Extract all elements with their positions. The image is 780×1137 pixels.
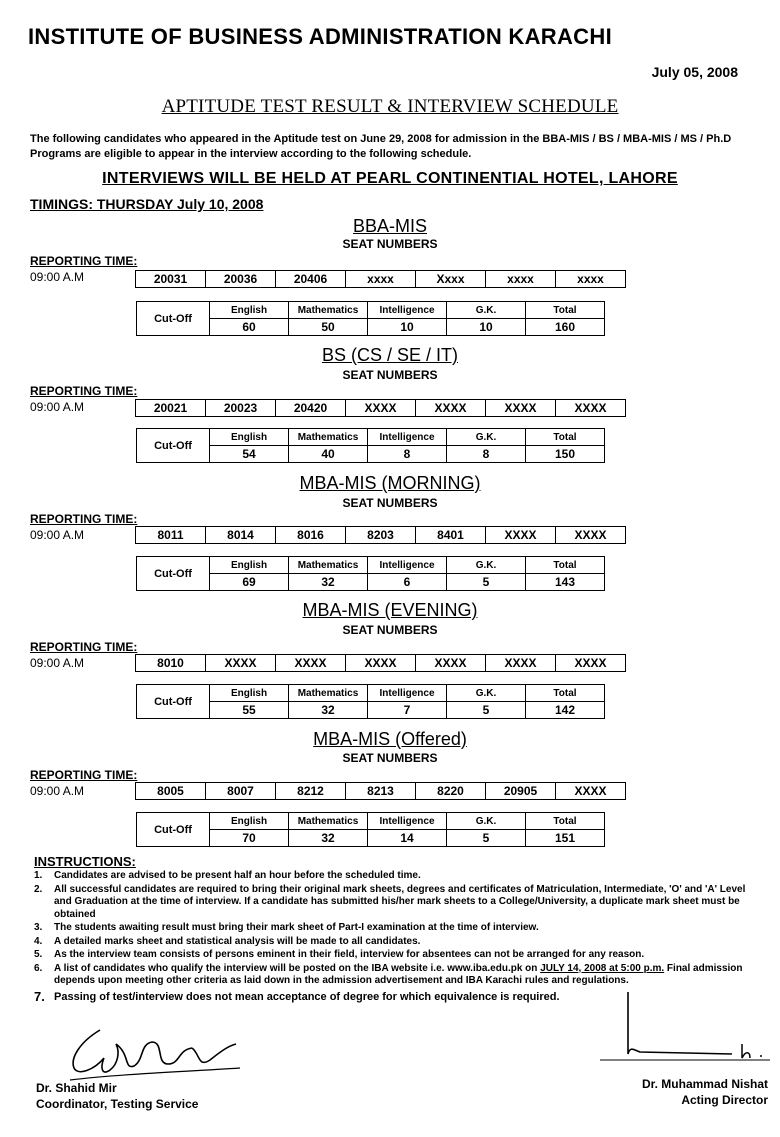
subject-header: G.K. — [447, 685, 526, 702]
seat-number: XXXX — [416, 655, 486, 672]
cutoff-value: 14 — [368, 830, 447, 847]
program-title: MBA-MIS (EVENING) — [302, 600, 478, 620]
subject-header: Total — [526, 302, 605, 319]
reporting-time-label: REPORTING TIME: — [30, 512, 138, 526]
cutoff-label: Cut-Off — [137, 429, 210, 463]
reporting-time-value: 09:00 A.M — [30, 784, 85, 798]
instruction-text: As the interview team consists of persons eminent in their field, interview for absentees can not be arranged for any reason. — [54, 949, 645, 960]
seat-number: XXXX — [556, 783, 626, 800]
seat-number: XXXX — [206, 655, 276, 672]
cutoff-value: 40 — [289, 446, 368, 463]
subject-header: Intelligence — [368, 685, 447, 702]
seat-numbers-table — [135, 782, 626, 800]
document-title: APTITUDE TEST RESULT & INTERVIEW SCHEDULE — [161, 96, 619, 117]
institute-name: INSTITUTE OF BUSINESS ADMINISTRATION KARACHI — [28, 24, 612, 49]
cutoff-value: 150 — [526, 446, 605, 463]
cutoff-label: Cut-Off — [137, 685, 210, 719]
seat-number: 8007 — [206, 783, 276, 800]
cutoff-value: 8 — [447, 446, 526, 463]
program-title: MBA-MIS (MORNING) — [299, 473, 481, 493]
instruction-number: 1. — [34, 870, 43, 881]
seat-number: XXXX — [556, 400, 626, 417]
instruction-item — [34, 963, 754, 988]
seat-numbers-heading: SEAT NUMBERS — [342, 237, 438, 251]
instruction-number: 3. — [34, 922, 43, 933]
seat-number: 20406 — [276, 271, 346, 288]
cutoff-value: 69 — [210, 574, 289, 591]
seat-number: 8220 — [416, 783, 486, 800]
subject-header: Mathematics — [289, 302, 368, 319]
signatory-left-name: Dr. Shahid Mir — [36, 1081, 117, 1095]
subject-header: Intelligence — [368, 557, 447, 574]
cutoff-value: 5 — [447, 702, 526, 719]
instructions-list — [34, 870, 754, 1004]
reporting-time-value: 09:00 A.M — [30, 528, 85, 542]
seat-numbers-heading: SEAT NUMBERS — [342, 496, 438, 510]
program-title: BS (CS / SE / IT) — [321, 345, 459, 365]
seat-number: XXXX — [486, 655, 556, 672]
cutoff-value: 6 — [368, 574, 447, 591]
seat-number: XXXX — [556, 527, 626, 544]
subject-header: English — [210, 685, 289, 702]
reporting-time-label: REPORTING TIME: — [30, 640, 138, 654]
cutoff-label: Cut-Off — [137, 813, 210, 847]
subject-header: Intelligence — [368, 813, 447, 830]
seat-numbers-heading: SEAT NUMBERS — [342, 368, 438, 382]
instruction-number: 6. — [34, 962, 43, 974]
cutoff-value: 32 — [289, 830, 368, 847]
seat-number: 20023 — [206, 400, 276, 417]
instruction-item — [34, 936, 754, 949]
subject-header: Mathematics — [289, 813, 368, 830]
seat-number: XXXX — [346, 400, 416, 417]
instruction-item — [34, 949, 754, 962]
subject-header: English — [210, 813, 289, 830]
reporting-time-value: 09:00 A.M — [30, 656, 85, 670]
signatory-left — [36, 1080, 198, 1112]
reporting-time-label: REPORTING TIME: — [30, 384, 138, 398]
instruction-text: Candidates are advised to be present half an hour before the scheduled time. — [54, 870, 421, 881]
subject-header: G.K. — [447, 557, 526, 574]
seat-number: XXXX — [416, 400, 486, 417]
program-title: BBA-MIS — [352, 216, 427, 236]
subject-header: Mathematics — [289, 429, 368, 446]
seat-number: 8011 — [136, 527, 206, 544]
instruction-text: The students awaiting result must bring their mark sheet of Part-I examination at the time of interview. — [54, 922, 539, 933]
seat-number: XXXX — [346, 655, 416, 672]
subject-header: English — [210, 429, 289, 446]
signatory-right-title: Acting Director — [681, 1093, 768, 1107]
cutoff-value: 50 — [289, 319, 368, 336]
subject-header: Total — [526, 813, 605, 830]
cutoff-value: 60 — [210, 319, 289, 336]
cutoff-table — [136, 684, 605, 719]
seat-numbers-table — [135, 654, 626, 672]
reporting-time-value: 09:00 A.M — [30, 400, 85, 414]
document-date: July 05, 2008 — [651, 64, 738, 80]
instruction-number: 7. — [34, 988, 45, 1004]
seat-number: 20031 — [136, 271, 206, 288]
cutoff-value: 55 — [210, 702, 289, 719]
subject-header: Intelligence — [368, 429, 447, 446]
seat-number: 8005 — [136, 783, 206, 800]
cutoff-value: 54 — [210, 446, 289, 463]
cutoff-value: 142 — [526, 702, 605, 719]
cutoff-table — [136, 428, 605, 463]
instruction-item — [34, 884, 754, 922]
seat-number: 8016 — [276, 527, 346, 544]
seat-numbers-table — [135, 399, 626, 417]
subject-header: Total — [526, 429, 605, 446]
instruction-text: Passing of test/interview does not mean acceptance of degree for which equivalence is required. — [54, 990, 560, 1003]
subject-header: Intelligence — [368, 302, 447, 319]
cutoff-value: 10 — [368, 319, 447, 336]
seat-numbers-table — [135, 270, 626, 288]
signatory-right — [642, 1076, 768, 1108]
subject-header: Total — [526, 685, 605, 702]
instruction-number: 4. — [34, 935, 43, 947]
seat-number: 20021 — [136, 400, 206, 417]
seat-number: 8213 — [346, 783, 416, 800]
seat-numbers-heading: SEAT NUMBERS — [342, 751, 438, 765]
cutoff-table — [136, 812, 605, 847]
interview-timings: TIMINGS: THURSDAY July 10, 2008 — [30, 196, 264, 212]
subject-header: Total — [526, 557, 605, 574]
instruction-text: Final admission depends upon meeting other criteria as laid down in the admission advertisement and IBA Karachi rules and regulations. — [54, 962, 743, 986]
cutoff-value: 8 — [368, 446, 447, 463]
interview-venue: INTERVIEWS WILL BE HELD AT PEARL CONTINENTIAL HOTEL, LAHORE — [102, 170, 678, 187]
instruction-item — [34, 922, 754, 935]
cutoff-value: 160 — [526, 319, 605, 336]
reporting-time-value: 09:00 A.M — [30, 270, 85, 284]
seat-number: xxxx — [486, 271, 556, 288]
seat-number: 20905 — [486, 783, 556, 800]
seat-number: Xxxx — [416, 271, 486, 288]
cutoff-value: 10 — [447, 319, 526, 336]
cutoff-label: Cut-Off — [137, 302, 210, 336]
seat-numbers-heading: SEAT NUMBERS — [342, 623, 438, 637]
instructions-heading: INSTRUCTIONS: — [34, 854, 136, 869]
subject-header: G.K. — [447, 813, 526, 830]
seat-number: 20036 — [206, 271, 276, 288]
intro-paragraph: The following candidates who appeared in the Aptitude test on June 29, 2008 for admission in the BBA-MIS / BS / MBA-MIS / MS / Ph.D Programs are eligible to appear in the interview according to the following schedule. — [30, 133, 732, 160]
cutoff-value: 5 — [447, 574, 526, 591]
seat-number: 8010 — [136, 655, 206, 672]
cutoff-label: Cut-Off — [137, 557, 210, 591]
seat-number: 8203 — [346, 527, 416, 544]
seat-number: 20420 — [276, 400, 346, 417]
subject-header: Mathematics — [289, 685, 368, 702]
seat-number: 8401 — [416, 527, 486, 544]
seat-number: 8014 — [206, 527, 276, 544]
instruction-number: 5. — [34, 949, 43, 960]
result-date-link: JULY 14, 2008 at 5:00 p.m. — [540, 962, 665, 974]
subject-header: G.K. — [447, 429, 526, 446]
subject-header: English — [210, 302, 289, 319]
cutoff-value: 143 — [526, 574, 605, 591]
seat-numbers-table — [135, 526, 626, 544]
seat-number: XXXX — [486, 400, 556, 417]
subject-header: English — [210, 557, 289, 574]
cutoff-value: 32 — [289, 574, 368, 591]
reporting-time-label: REPORTING TIME: — [30, 768, 138, 782]
instruction-text: A list of candidates who qualify the interview will be posted on the IBA website i.e. www.iba.edu.pk on — [54, 962, 541, 974]
cutoff-table — [136, 556, 605, 591]
cutoff-value: 70 — [210, 830, 289, 847]
cutoff-value: 5 — [447, 830, 526, 847]
instruction-text: All successful candidates are required to bring their original mark sheets, degrees and certificates of Matriculation, Intermediate, 'O' and 'A' Level and Graduation at the time of interview. If a candidate has submitted his/her mark sheets to a College/University, a duplicate mark sheet must be obtained — [54, 883, 746, 920]
seat-number: XXXX — [486, 527, 556, 544]
seat-number: xxxx — [346, 271, 416, 288]
subject-header: Mathematics — [289, 557, 368, 574]
signatory-right-name: Dr. Muhammad Nishat — [641, 1077, 768, 1091]
seat-number: XXXX — [556, 655, 626, 672]
seat-number: xxxx — [556, 271, 626, 288]
signature-left-icon — [60, 1024, 250, 1082]
cutoff-value: 32 — [289, 702, 368, 719]
subject-header: G.K. — [447, 302, 526, 319]
reporting-time-label: REPORTING TIME: — [30, 254, 138, 268]
instruction-item — [34, 870, 754, 883]
seat-number: XXXX — [276, 655, 346, 672]
instruction-text: A detailed marks sheet and statistical analysis will be made to all candidates. — [54, 935, 421, 947]
program-title: MBA-MIS (Offered) — [313, 729, 467, 749]
signature-right-icon — [600, 990, 770, 1062]
signatory-left-title: Coordinator, Testing Service — [36, 1097, 199, 1111]
cutoff-value: 7 — [368, 702, 447, 719]
instruction-number: 2. — [34, 883, 43, 895]
seat-number: 8212 — [276, 783, 346, 800]
cutoff-value: 151 — [526, 830, 605, 847]
cutoff-table — [136, 301, 605, 336]
